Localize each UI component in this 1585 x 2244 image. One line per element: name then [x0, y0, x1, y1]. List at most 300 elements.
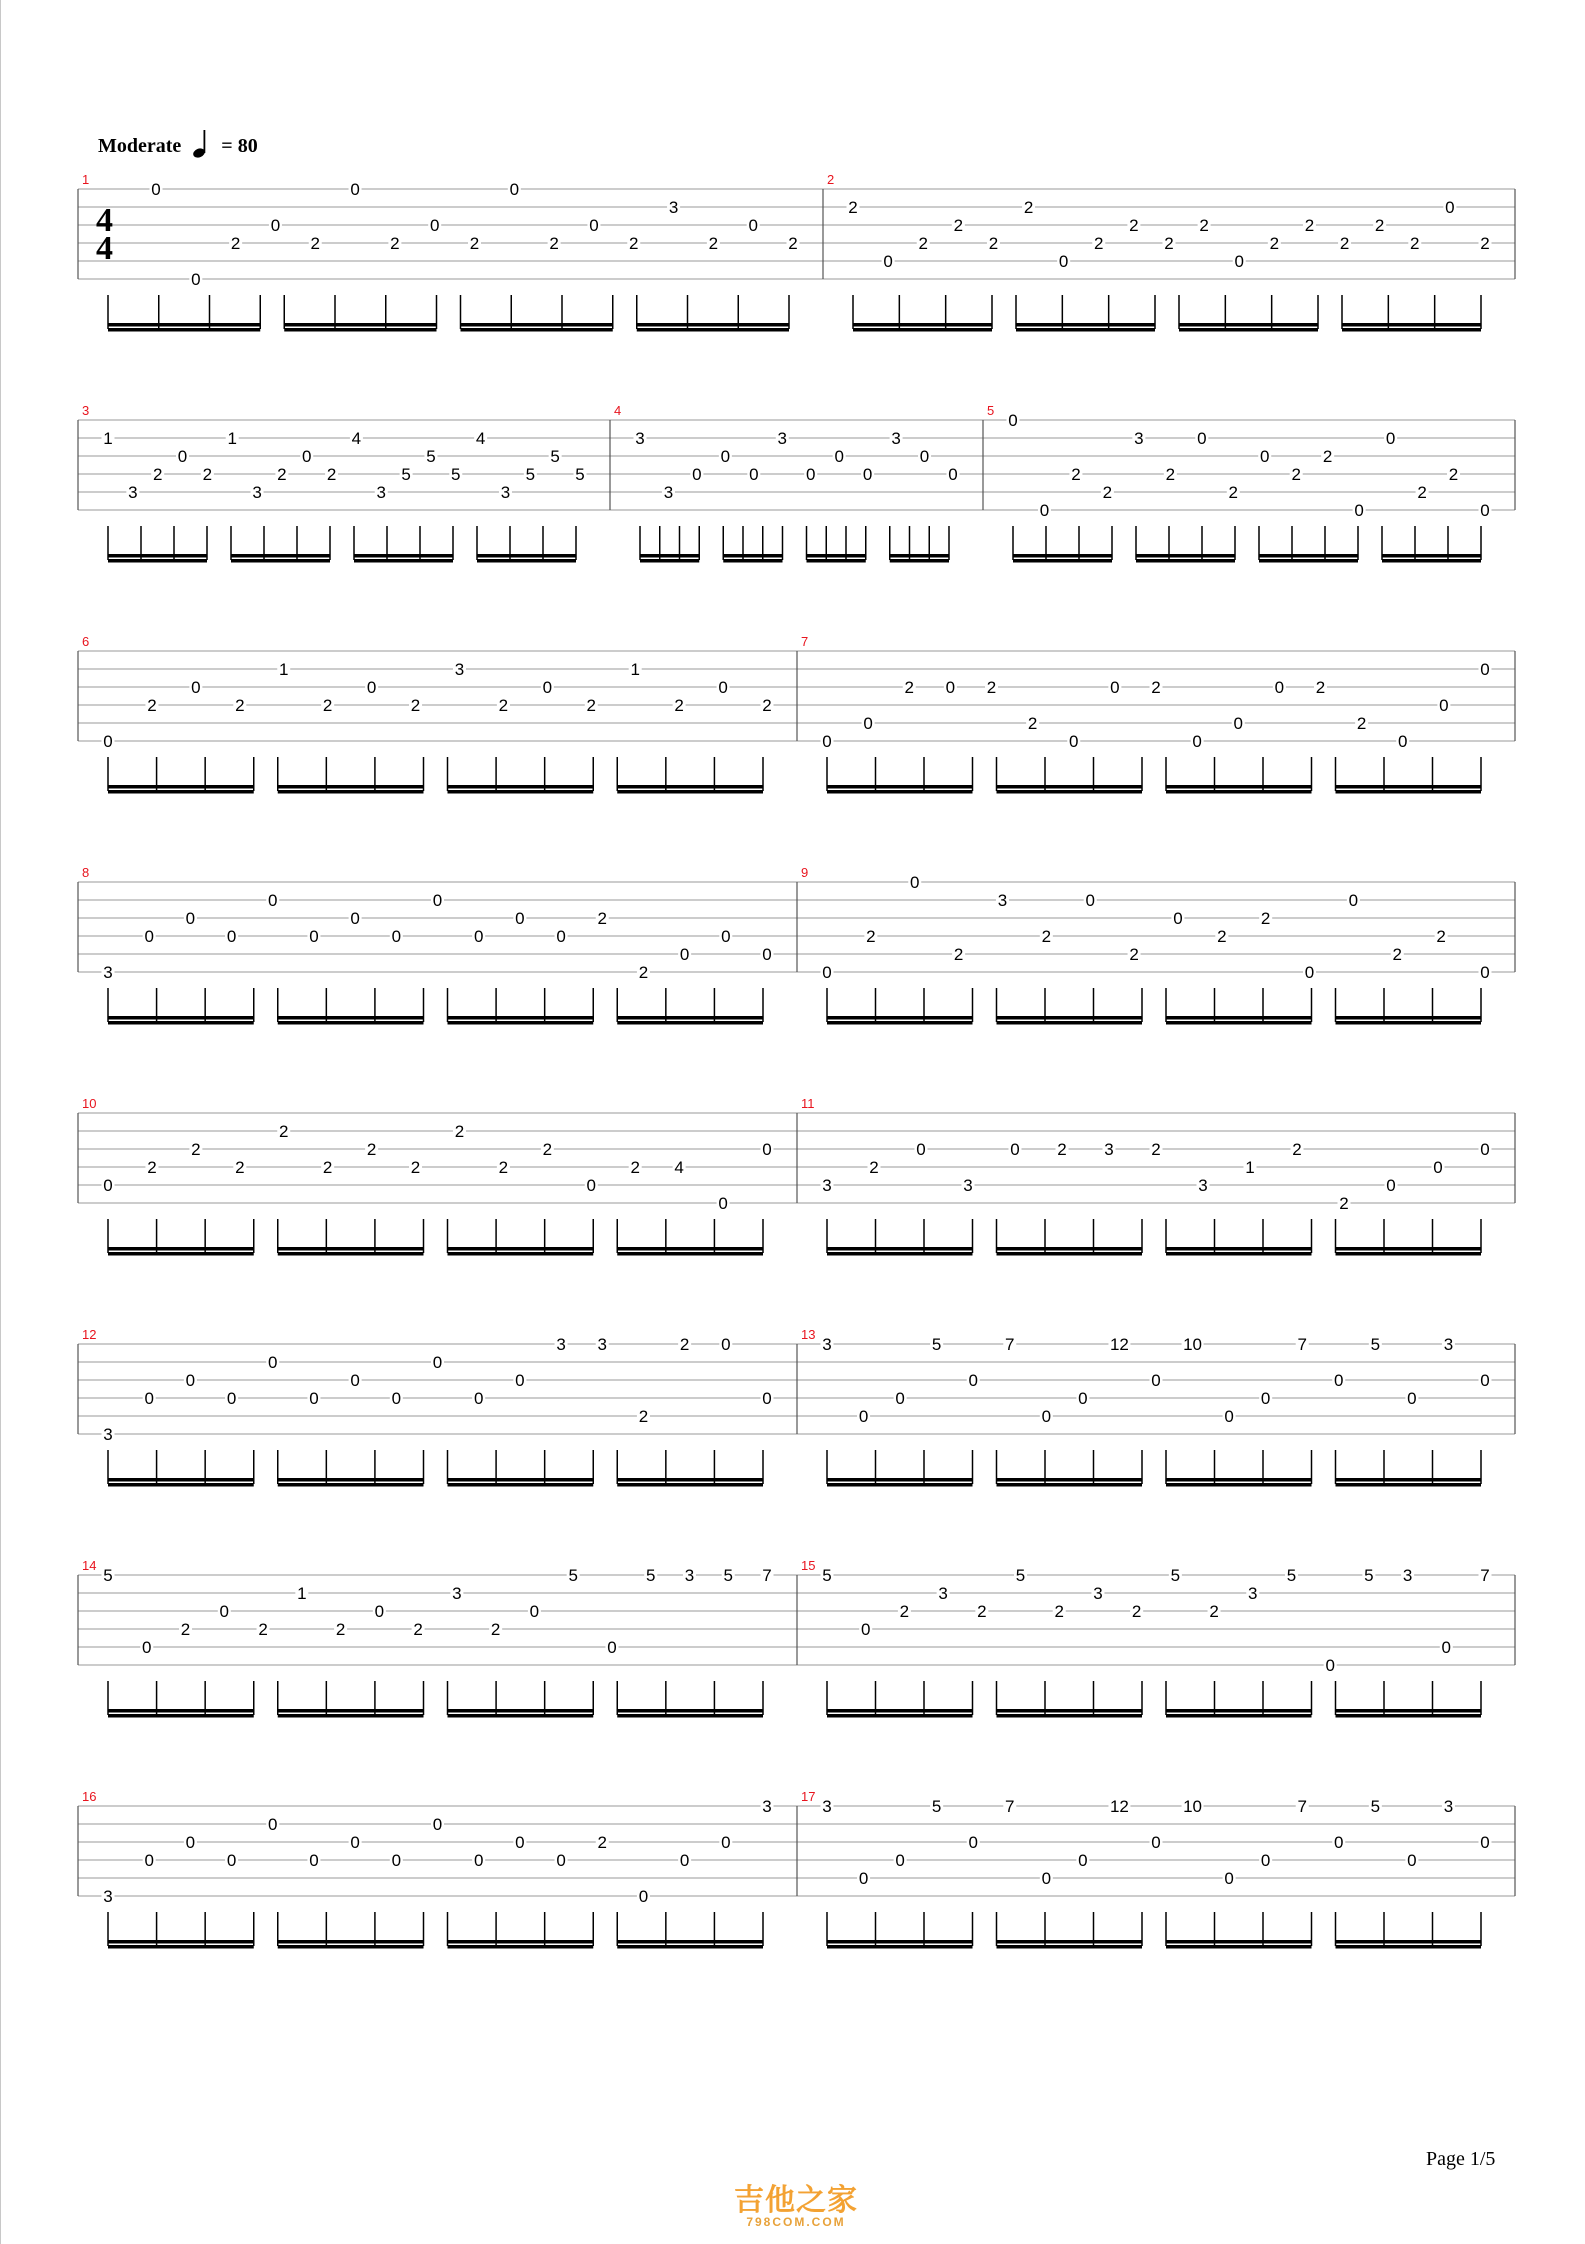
- beam: [108, 323, 260, 327]
- fret-number: 0: [509, 180, 520, 199]
- fret-number: 0: [1441, 1638, 1452, 1657]
- fret-number: 0: [1334, 1371, 1344, 1390]
- beam: [890, 554, 949, 558]
- fret-number: 12: [1109, 1335, 1129, 1354]
- fret-number: 10: [1183, 1797, 1203, 1816]
- fret-number: 2: [1071, 465, 1081, 484]
- beam: [1166, 1709, 1312, 1713]
- beam: [997, 1247, 1143, 1251]
- fret-number: 0: [432, 1353, 443, 1372]
- fret-number: 0: [144, 1851, 154, 1870]
- fret-number: 0: [862, 465, 873, 484]
- fret-number: 5: [451, 465, 461, 484]
- beam: [108, 1714, 254, 1718]
- fret-number: 0: [679, 1851, 690, 1870]
- fret-number: 0: [177, 447, 188, 466]
- fret-number: 2: [597, 909, 607, 928]
- fret-number: 0: [1334, 1833, 1344, 1852]
- fret-number: 5: [401, 465, 411, 484]
- measure-number: 15: [801, 1558, 816, 1573]
- beam: [1179, 328, 1318, 332]
- fret-number: 2: [230, 234, 241, 253]
- fret-number: 0: [860, 1620, 871, 1639]
- fret-number: 1: [103, 429, 113, 448]
- fret-number: 2: [366, 1140, 377, 1159]
- fret-number: 3: [103, 1425, 113, 1444]
- measure-number: 3: [82, 403, 90, 418]
- beam: [1166, 1247, 1312, 1251]
- beam: [278, 1945, 424, 1949]
- fret-number: 3: [252, 483, 262, 502]
- beam: [1336, 785, 1482, 789]
- beam: [108, 1709, 254, 1713]
- fret-number: 2: [542, 1140, 553, 1159]
- beam: [617, 1714, 763, 1718]
- beam: [827, 1016, 973, 1020]
- fret-number: 3: [500, 483, 511, 502]
- fret-number: 0: [1078, 1851, 1088, 1870]
- fret-number: 2: [1322, 447, 1333, 466]
- beam: [617, 785, 763, 789]
- beam: [1336, 1252, 1482, 1256]
- fret-number: 0: [1224, 1869, 1234, 1888]
- fret-number: 2: [1339, 1194, 1349, 1213]
- beam: [278, 1252, 424, 1256]
- beam: [108, 1483, 254, 1487]
- beam: [617, 1709, 763, 1713]
- beam: [1336, 1247, 1482, 1251]
- fret-number: 2: [1417, 483, 1427, 502]
- fret-number: 5: [931, 1335, 942, 1354]
- beam: [617, 1247, 763, 1251]
- fret-number: 0: [679, 945, 690, 964]
- fret-number: 3: [963, 1176, 973, 1195]
- fret-number: 0: [895, 1851, 905, 1870]
- fret-number: 3: [454, 660, 465, 679]
- fret-number: 0: [1407, 1851, 1417, 1870]
- tempo-label: Moderate: [98, 135, 182, 157]
- fret-number: 2: [866, 927, 876, 946]
- beam: [827, 1478, 973, 1482]
- fret-number: 2: [147, 696, 157, 715]
- fret-number: 5: [426, 447, 436, 466]
- beam: [477, 559, 576, 563]
- fret-number: 0: [185, 909, 196, 928]
- fret-number: 5: [1286, 1566, 1297, 1585]
- fret-number: 0: [1151, 1833, 1161, 1852]
- fret-number: 0: [1445, 198, 1455, 217]
- fret-number: 3: [668, 198, 679, 217]
- fret-number: 2: [1315, 678, 1326, 697]
- fret-number: 0: [718, 678, 728, 697]
- fret-number: 2: [258, 1620, 268, 1639]
- fret-number: 2: [1129, 216, 1139, 235]
- beam: [108, 790, 254, 794]
- fret-number: 2: [490, 1620, 501, 1639]
- beam: [827, 1714, 973, 1718]
- fret-number: 0: [748, 216, 758, 235]
- fret-number: 0: [1274, 678, 1285, 697]
- fret-number: 3: [1443, 1797, 1454, 1816]
- fret-number: 2: [1094, 234, 1104, 253]
- fret-number: 2: [918, 234, 928, 253]
- beam: [1013, 554, 1112, 558]
- tempo-bpm: = 80: [221, 135, 258, 157]
- tablature-score: [1, 0, 1585, 2244]
- fret-number: 2: [1260, 909, 1271, 928]
- beam: [637, 328, 789, 332]
- fret-number: 2: [152, 465, 163, 484]
- fret-number: 0: [1480, 963, 1490, 982]
- fret-number: 0: [219, 1602, 230, 1621]
- beam: [278, 1714, 424, 1718]
- fret-number: 2: [679, 1335, 690, 1354]
- beam: [1336, 1483, 1482, 1487]
- fret-number: 2: [277, 465, 287, 484]
- beam: [108, 328, 260, 332]
- fret-number: 0: [1325, 1656, 1335, 1675]
- fret-number: 5: [1364, 1566, 1374, 1585]
- fret-number: 0: [432, 1815, 443, 1834]
- fret-number: 1: [297, 1584, 307, 1603]
- beam: [354, 559, 453, 563]
- fret-number: 5: [103, 1566, 113, 1585]
- fret-number: 0: [103, 1176, 113, 1195]
- fret-number: 0: [309, 1851, 319, 1870]
- beam: [461, 323, 613, 327]
- beam: [108, 1252, 254, 1256]
- fret-number: 2: [1448, 465, 1459, 484]
- beam: [827, 1940, 973, 1944]
- fret-number: 0: [1224, 1407, 1234, 1426]
- fret-number: 0: [391, 927, 402, 946]
- fret-number: 0: [556, 1851, 566, 1870]
- fret-number: 2: [202, 465, 213, 484]
- fret-number: 0: [1260, 1389, 1271, 1408]
- beam: [448, 785, 594, 789]
- fret-number: 3: [1443, 1335, 1454, 1354]
- beam: [108, 559, 207, 563]
- fret-number: 0: [1192, 732, 1202, 751]
- fret-number: 2: [180, 1620, 191, 1639]
- fret-number: 3: [1198, 1176, 1208, 1195]
- fret-number: 3: [684, 1566, 695, 1585]
- fret-number: 3: [556, 1335, 566, 1354]
- fret-number: 0: [268, 891, 278, 910]
- fret-number: 0: [948, 465, 958, 484]
- fret-number: 3: [103, 1887, 113, 1906]
- fret-number: 0: [1433, 1158, 1443, 1177]
- fret-number: 0: [895, 1389, 905, 1408]
- fret-number: 0: [185, 1833, 196, 1852]
- fret-number: 2: [1151, 1140, 1161, 1159]
- fret-number: 0: [515, 1371, 525, 1390]
- fret-number: 5: [550, 447, 560, 466]
- fret-number: 0: [309, 927, 319, 946]
- fret-number: 2: [1228, 483, 1239, 502]
- beam: [617, 1945, 763, 1949]
- fret-number: 0: [350, 180, 360, 199]
- beam: [997, 1478, 1143, 1482]
- fret-number: 0: [1407, 1389, 1417, 1408]
- beam: [278, 1016, 424, 1020]
- fret-number: 2: [788, 234, 798, 253]
- fret-number: 0: [1151, 1371, 1161, 1390]
- fret-number: 0: [945, 678, 956, 697]
- fret-number: 5: [575, 465, 585, 484]
- measure-number: 12: [82, 1327, 97, 1342]
- fret-number: 0: [302, 447, 312, 466]
- beam: [108, 1021, 254, 1025]
- fret-number: 2: [1304, 216, 1315, 235]
- fret-number: 0: [151, 180, 161, 199]
- beam: [997, 1945, 1143, 1949]
- fret-number: 2: [310, 234, 320, 253]
- beam: [108, 1945, 254, 1949]
- fret-number: 2: [498, 1158, 509, 1177]
- fret-number: 0: [692, 465, 702, 484]
- beam: [997, 790, 1143, 794]
- fret-number: 0: [1259, 447, 1270, 466]
- beam: [1016, 328, 1155, 332]
- fret-number: 0: [1398, 732, 1408, 751]
- beam: [827, 1252, 973, 1256]
- beam: [1336, 1945, 1482, 1949]
- beam: [448, 1478, 594, 1482]
- fret-number: 2: [326, 465, 337, 484]
- beam: [723, 554, 782, 558]
- fret-number: 0: [270, 216, 281, 235]
- fret-number: 0: [391, 1851, 402, 1870]
- measure-number: 5: [987, 403, 995, 418]
- beam: [1166, 1021, 1312, 1025]
- fret-number: 5: [1015, 1566, 1026, 1585]
- fret-number: 5: [568, 1566, 578, 1585]
- measure-number: 1: [82, 172, 90, 187]
- beam: [1166, 1016, 1312, 1020]
- beam: [1259, 554, 1358, 558]
- fret-number: 3: [1402, 1566, 1413, 1585]
- fret-number: 3: [663, 483, 674, 502]
- beam: [108, 1478, 254, 1482]
- fret-number: 1: [227, 429, 237, 448]
- beam: [354, 554, 453, 558]
- beam: [1179, 323, 1318, 327]
- measure-number: 2: [827, 172, 835, 187]
- beam: [284, 323, 436, 327]
- fret-number: 0: [762, 1140, 772, 1159]
- beam: [617, 1021, 763, 1025]
- beam: [231, 559, 330, 563]
- beam: [448, 1945, 594, 1949]
- beam: [997, 1709, 1143, 1713]
- beam: [997, 1252, 1143, 1256]
- fret-number: 0: [432, 891, 443, 910]
- fret-number: 2: [1410, 234, 1420, 253]
- fret-number: 0: [1260, 1851, 1271, 1870]
- fret-number: 0: [589, 216, 599, 235]
- beam: [448, 1252, 594, 1256]
- fret-number: 2: [629, 234, 639, 253]
- fret-number: 2: [986, 678, 997, 697]
- fret-number: 0: [822, 963, 832, 982]
- beam: [1016, 323, 1155, 327]
- measure-number: 17: [801, 1789, 816, 1804]
- fret-number: 2: [977, 1602, 987, 1621]
- fret-number: 0: [1480, 1140, 1490, 1159]
- fret-number: 4: [351, 429, 362, 448]
- beam: [1013, 559, 1112, 563]
- fret-number: 0: [721, 1335, 731, 1354]
- fret-number: 2: [1165, 465, 1176, 484]
- beam: [853, 323, 992, 327]
- beam: [637, 323, 789, 327]
- fret-number: 0: [473, 1389, 484, 1408]
- measure-number: 16: [82, 1789, 97, 1804]
- beam: [448, 1940, 594, 1944]
- fret-number: 7: [762, 1566, 772, 1585]
- fret-number: 0: [586, 1176, 597, 1195]
- fret-number: 5: [1370, 1797, 1381, 1816]
- fret-number: 2: [147, 1158, 157, 1177]
- beam: [448, 1016, 594, 1020]
- beam: [461, 328, 613, 332]
- fret-number: 0: [721, 927, 731, 946]
- fret-number: 2: [1374, 216, 1385, 235]
- beam: [617, 1483, 763, 1487]
- fret-number: 4: [475, 429, 486, 448]
- beam: [448, 1709, 594, 1713]
- beam: [617, 1478, 763, 1482]
- fret-number: 2: [1356, 714, 1367, 733]
- fret-number: 0: [350, 1371, 360, 1390]
- fret-number: 10: [1183, 1335, 1203, 1354]
- fret-number: 2: [597, 1833, 607, 1852]
- measure-number: 10: [82, 1096, 97, 1111]
- beam: [723, 559, 782, 563]
- beam: [827, 1709, 973, 1713]
- fret-number: 0: [638, 1887, 649, 1906]
- fret-number: 5: [723, 1566, 733, 1585]
- fret-number: 0: [858, 1869, 869, 1888]
- beam: [448, 1021, 594, 1025]
- fret-number: 7: [1005, 1797, 1015, 1816]
- fret-number: 0: [191, 270, 201, 289]
- fret-number: 7: [1297, 1335, 1307, 1354]
- beam: [1166, 1252, 1312, 1256]
- beam: [1336, 1021, 1482, 1025]
- beam: [1336, 1714, 1482, 1718]
- fret-number: 0: [1234, 252, 1244, 271]
- fret-number: 0: [515, 1833, 525, 1852]
- fret-number: 2: [1199, 216, 1209, 235]
- fret-number: 2: [899, 1602, 910, 1621]
- fret-number: 2: [1023, 198, 1034, 217]
- beam: [278, 1483, 424, 1487]
- fret-number: 0: [834, 447, 844, 466]
- fret-number: 0: [762, 1389, 772, 1408]
- fret-number: 0: [721, 1833, 731, 1852]
- beam: [1166, 1945, 1312, 1949]
- measure-number: 13: [801, 1327, 816, 1342]
- fret-number: 12: [1109, 1797, 1129, 1816]
- fret-number: 0: [909, 873, 920, 892]
- beam: [617, 1252, 763, 1256]
- beam: [1382, 554, 1481, 558]
- fret-number: 0: [1173, 909, 1183, 928]
- fret-number: 3: [103, 963, 113, 982]
- fret-number: 0: [185, 1371, 196, 1390]
- fret-number: 2: [278, 1122, 289, 1141]
- fret-number: 2: [638, 1407, 649, 1426]
- fret-number: 3: [822, 1176, 832, 1195]
- fret-number: 0: [762, 945, 772, 964]
- fret-number: 0: [1480, 660, 1490, 679]
- fret-number: 2: [235, 1158, 245, 1177]
- fret-number: 0: [374, 1602, 385, 1621]
- fret-number: 1: [630, 660, 640, 679]
- fret-number: 0: [1480, 1833, 1490, 1852]
- beam: [284, 328, 436, 332]
- fret-number: 5: [525, 465, 536, 484]
- fret-number: 0: [1058, 252, 1069, 271]
- fret-number: 0: [968, 1833, 978, 1852]
- fret-number: 3: [822, 1797, 832, 1816]
- fret-number: 0: [103, 732, 113, 751]
- fret-number: 2: [904, 678, 914, 697]
- fret-number: 5: [931, 1797, 942, 1816]
- fret-number: 2: [469, 234, 480, 253]
- fret-number: 2: [191, 1140, 201, 1159]
- time-signature-bottom: 4: [96, 230, 113, 267]
- fret-number: 0: [542, 678, 553, 697]
- fret-number: 0: [1069, 732, 1079, 751]
- beam: [827, 1483, 973, 1487]
- fret-number: 3: [1248, 1584, 1258, 1603]
- fret-number: 7: [1005, 1335, 1015, 1354]
- fret-number: 0: [473, 927, 484, 946]
- fret-number: 3: [891, 429, 901, 448]
- fret-number: 2: [674, 696, 684, 715]
- fret-number: 2: [1292, 1140, 1302, 1159]
- beam: [477, 554, 576, 558]
- beam: [997, 1714, 1143, 1718]
- fret-number: 0: [1008, 411, 1018, 430]
- beam: [827, 790, 973, 794]
- fret-number: 5: [645, 1566, 656, 1585]
- fret-number: 0: [968, 1371, 978, 1390]
- fret-number: 3: [597, 1335, 607, 1354]
- fret-number: 3: [822, 1335, 832, 1354]
- fret-number: 0: [919, 447, 930, 466]
- measure-number: 7: [801, 634, 809, 649]
- fret-number: 2: [390, 234, 400, 253]
- watermark-logo: [721, 2175, 871, 2229]
- beam: [997, 1016, 1143, 1020]
- fret-number: 2: [762, 696, 772, 715]
- beam: [231, 554, 330, 558]
- fret-number: 0: [226, 1389, 237, 1408]
- beam: [997, 1483, 1143, 1487]
- fret-number: 0: [191, 678, 201, 697]
- beam: [853, 328, 992, 332]
- fret-number: 2: [413, 1620, 423, 1639]
- fret-number: 2: [1269, 234, 1280, 253]
- beam: [108, 1940, 254, 1944]
- beam: [448, 1247, 594, 1251]
- fret-number: 0: [1480, 501, 1490, 520]
- beam: [1342, 323, 1481, 327]
